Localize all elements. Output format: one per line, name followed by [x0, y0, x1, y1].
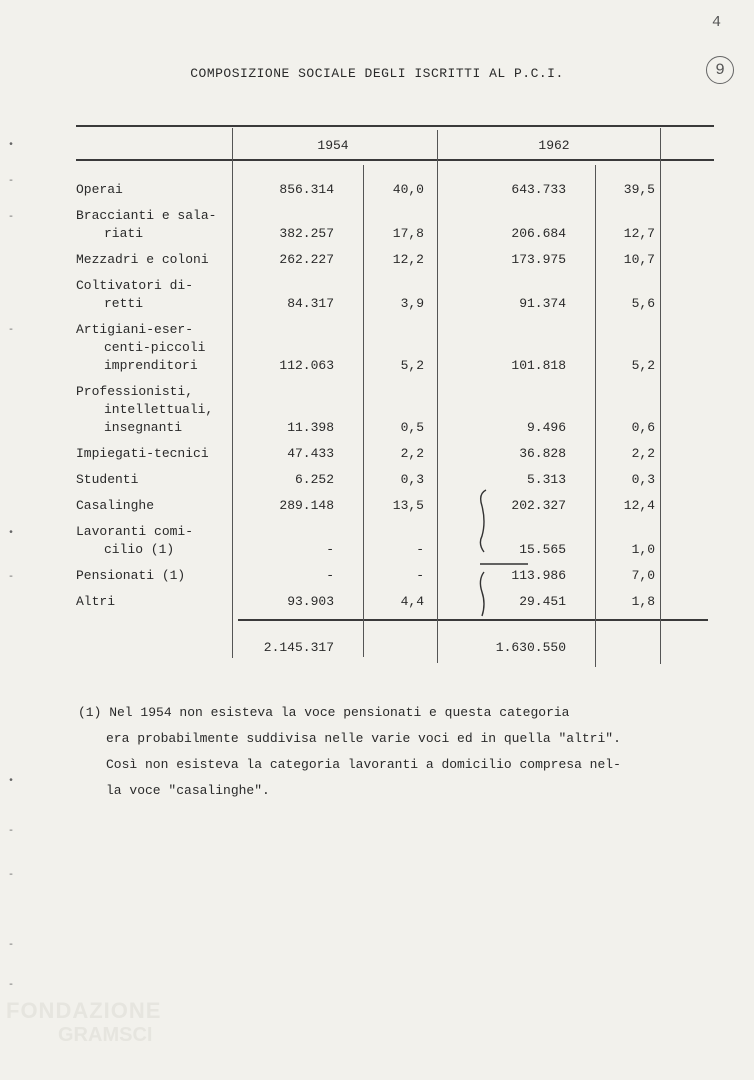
- margin-mark: •: [8, 528, 15, 539]
- margin-mark: -: [8, 325, 15, 336]
- percent-1954: 0,3: [400, 472, 424, 487]
- percent-1962: 10,7: [623, 252, 655, 267]
- percent-1962: 2,2: [631, 446, 655, 461]
- value-1962: 113.986: [511, 568, 566, 583]
- watermark: GRAMSCI: [58, 1024, 153, 1046]
- row-label: Coltivatori di- retti: [76, 278, 194, 311]
- value-1962: 202.327: [511, 498, 566, 513]
- margin-mark: -: [8, 212, 15, 223]
- value-1962: 101.818: [511, 358, 566, 373]
- percent-1954: 3,9: [400, 296, 424, 311]
- percent-1962: 0,6: [631, 420, 655, 435]
- value-1954: 6.252: [294, 472, 334, 487]
- row-label: Altri: [76, 594, 116, 609]
- footnote-line: era probabilmente suddivisa nelle varie voci ed in quella "altri".: [106, 731, 621, 746]
- value-1962: 15.565: [519, 542, 566, 557]
- margin-mark: •: [8, 776, 15, 787]
- column-divider: [437, 130, 438, 663]
- percent-1962: 1,8: [631, 594, 655, 609]
- column-divider: [232, 128, 233, 658]
- grouping-brace: [476, 488, 536, 618]
- value-1962: 9.496: [526, 420, 566, 435]
- total-1962: 1.630.550: [495, 640, 566, 655]
- row-label: Braccianti e sala- riati: [76, 208, 217, 241]
- table-top-rule: [76, 125, 714, 127]
- row-label: Studenti: [76, 472, 139, 487]
- value-1954: 262.227: [279, 252, 334, 267]
- percent-1954: 4,4: [400, 594, 424, 609]
- footnote-line: (1) Nel 1954 non esisteva la voce pensionati e questa categoria: [78, 705, 570, 720]
- percent-1954: 12,2: [392, 252, 424, 267]
- value-1954: 382.257: [279, 226, 334, 241]
- table-header-rule: [76, 159, 714, 161]
- value-1962: 643.733: [511, 182, 566, 197]
- margin-mark: -: [8, 980, 15, 991]
- value-1962: 91.374: [519, 296, 566, 311]
- row-label: Artigiani-eser- centi-piccoli imprenditori: [76, 322, 206, 373]
- value-1954: 856.314: [279, 182, 334, 197]
- percent-1954: 0,5: [400, 420, 424, 435]
- watermark: FONDAZIONE: [6, 998, 162, 1023]
- value-1962: 29.451: [519, 594, 566, 609]
- percent-1954: -: [416, 542, 424, 557]
- value-1954: -: [326, 542, 334, 557]
- column-divider: [363, 165, 364, 657]
- margin-mark: -: [8, 870, 15, 881]
- column-divider: [595, 165, 596, 667]
- percent-1962: 0,3: [631, 472, 655, 487]
- row-label: Professionisti, intellettuali, insegnanti: [76, 384, 214, 435]
- value-1954: 11.398: [287, 420, 334, 435]
- row-label: Pensionati (1): [76, 568, 186, 583]
- row-label: Impiegati-tecnici: [76, 446, 209, 461]
- percent-1962: 5,2: [631, 358, 655, 373]
- percent-1954: 5,2: [400, 358, 424, 373]
- row-label: Casalinghe: [76, 498, 155, 513]
- percent-1962: 39,5: [623, 182, 655, 197]
- row-label: Lavoranti comi- cilio (1): [76, 524, 194, 557]
- percent-1954: 17,8: [392, 226, 424, 241]
- table-total-rule: [238, 619, 708, 621]
- percent-1954: 13,5: [392, 498, 424, 513]
- margin-mark: •: [8, 140, 15, 151]
- document-title: COMPOSIZIONE SOCIALE DEGLI ISCRITTI AL P.C.I.: [190, 66, 564, 81]
- value-1962: 173.975: [511, 252, 566, 267]
- page-number-circled: 9: [706, 56, 734, 84]
- percent-1962: 12,4: [623, 498, 655, 513]
- value-1954: -: [326, 568, 334, 583]
- value-1962: 206.684: [511, 226, 566, 241]
- value-1954: 112.063: [279, 358, 334, 373]
- total-1954: 2.145.317: [263, 640, 334, 655]
- margin-mark: -: [8, 572, 15, 583]
- value-1954: 289.148: [279, 498, 334, 513]
- page-number-corner: 4: [712, 14, 722, 31]
- row-label: Mezzadri e coloni: [76, 252, 209, 267]
- value-1954: 47.433: [287, 446, 334, 461]
- percent-1962: 7,0: [631, 568, 655, 583]
- column-divider: [660, 128, 661, 664]
- percent-1962: 1,0: [631, 542, 655, 557]
- percent-1954: -: [416, 568, 424, 583]
- margin-mark: -: [8, 940, 15, 951]
- footnote-line: la voce "casalinghe".: [106, 783, 270, 798]
- value-1962: 36.828: [519, 446, 566, 461]
- margin-mark: -: [8, 826, 15, 837]
- year-header-1962: 1962: [538, 138, 570, 153]
- value-1962: 5.313: [526, 472, 566, 487]
- value-1954: 93.903: [287, 594, 334, 609]
- value-1954: 84.317: [287, 296, 334, 311]
- footnote-line: Così non esisteva la categoria lavoranti a domicilio compresa nel-: [106, 757, 621, 772]
- year-header-1954: 1954: [317, 138, 349, 153]
- footnote: [78, 700, 718, 804]
- margin-mark: -: [8, 176, 15, 187]
- row-label: Operai: [76, 182, 123, 197]
- percent-1962: 5,6: [631, 296, 655, 311]
- percent-1954: 2,2: [400, 446, 424, 461]
- percent-1954: 40,0: [392, 182, 424, 197]
- percent-1962: 12,7: [623, 226, 655, 241]
